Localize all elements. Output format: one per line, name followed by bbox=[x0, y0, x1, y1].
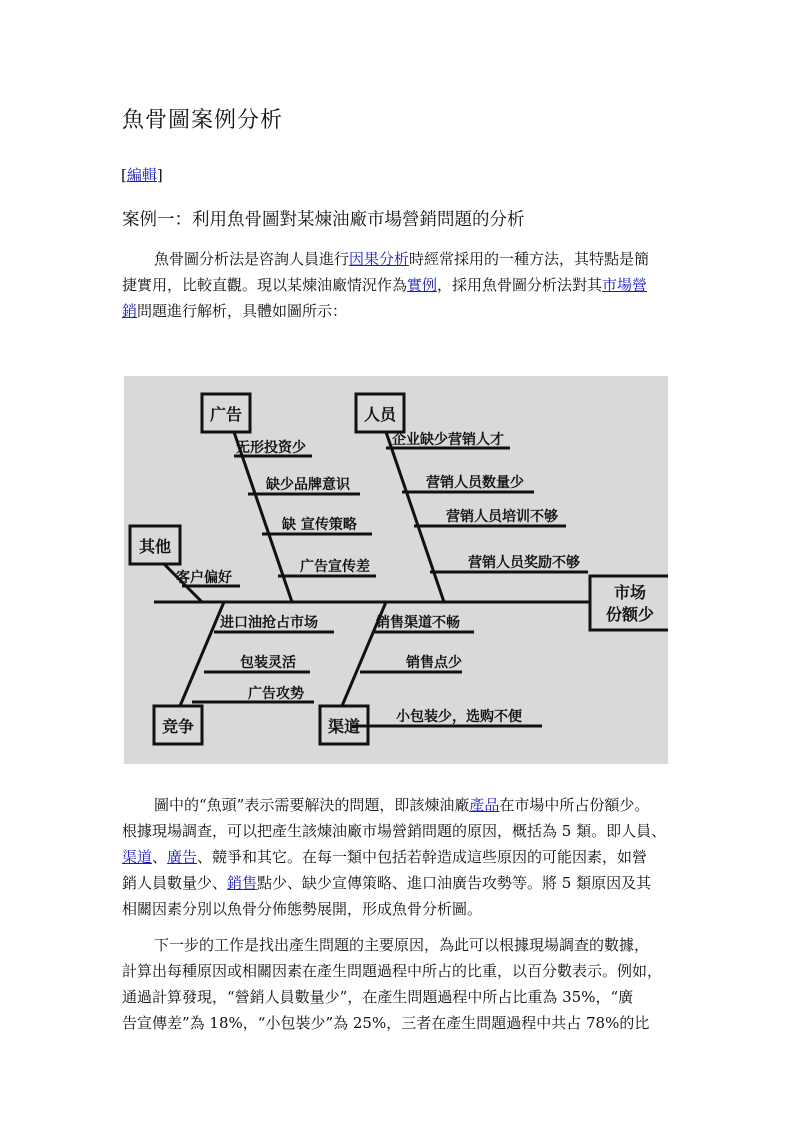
edit-link[interactable]: 編輯 bbox=[126, 166, 157, 184]
fishbone-diagram bbox=[124, 376, 668, 764]
cause-text: 广告宣传差 bbox=[300, 559, 370, 575]
intro-text: ，採用魚骨圖分析法對其 bbox=[437, 276, 603, 294]
intro-text: 時經常採用的一種方法，其特點是簡 bbox=[409, 250, 650, 268]
intro-text: 捷實用，比較直觀。現以某煉油廠情況作為 bbox=[122, 276, 408, 294]
para3-line-2: 計算出每種原因或相關因素在產生問題過程中所占的比重，以百分數表示。例如， bbox=[122, 962, 663, 980]
bracket-open: [ bbox=[121, 166, 127, 184]
cause-text: 客户偏好 bbox=[176, 570, 232, 586]
bracket-close: ] bbox=[156, 166, 163, 184]
para2-line-4 bbox=[122, 870, 682, 896]
link-advertising[interactable]: 廣告 bbox=[167, 848, 198, 866]
para2-text: 、 bbox=[152, 848, 168, 866]
para2-line-1 bbox=[122, 792, 682, 818]
cause-text: 进口油抢占市场 bbox=[220, 615, 318, 631]
cause-text: 无形投资少 bbox=[236, 440, 306, 456]
intro-paragraph bbox=[122, 246, 682, 324]
para2-text: 銷人員數量少、 bbox=[122, 874, 228, 892]
intro-text: 問題進行解析，具體如圖所示： bbox=[137, 302, 348, 320]
intro-line-2 bbox=[122, 272, 682, 298]
head-text-1: 市场 bbox=[613, 583, 647, 602]
link-cause-analysis[interactable]: 因果分析 bbox=[349, 250, 410, 268]
para2-text: 、競爭和其它。在每一類中包括若幹造成這些原因的可能因素，如營 bbox=[197, 848, 648, 866]
cause-text: 包装灵活 bbox=[240, 655, 296, 671]
link-marketing-cont[interactable]: 銷 bbox=[122, 302, 138, 320]
edit-link-container bbox=[121, 164, 163, 185]
para2-text: 點少、缺少宣傳策略、進口油廣告攻勢等。將 5 類原因及其 bbox=[257, 874, 652, 892]
cause-text: 缺 宣传策略 bbox=[282, 517, 357, 533]
para2-line-3 bbox=[122, 844, 682, 870]
cause-text: 营销人员奖励不够 bbox=[468, 555, 580, 571]
cause-text: 缺少品牌意识 bbox=[266, 477, 350, 493]
para2-text: 在市場中所占份額少。 bbox=[499, 796, 650, 814]
cause-text: 销售渠道不畅 bbox=[376, 615, 460, 631]
cause-text: 企业缺少营销人才 bbox=[392, 432, 504, 448]
link-product[interactable]: 產品 bbox=[469, 796, 500, 814]
category-label-people: 人员 bbox=[363, 405, 397, 424]
category-label-ad: 广告 bbox=[209, 405, 243, 424]
cause-text: 营销人员培训不够 bbox=[446, 509, 558, 525]
page-title: 魚骨圖案例分析 bbox=[122, 108, 284, 133]
para3-line-3: 通過計算發現，“營銷人員數量少”，在產生問題過程中所占比重為 35%，“廣 bbox=[122, 988, 634, 1006]
category-label-competition: 竞争 bbox=[161, 717, 195, 736]
para2-line-5: 相關因素分別以魚骨分佈態勢展開，形成魚骨分析圖。 bbox=[122, 900, 483, 918]
category-label-channel: 渠道 bbox=[327, 717, 361, 736]
head-text-2: 份额少 bbox=[605, 605, 655, 624]
cause-text: 营销人员数量少 bbox=[426, 475, 524, 491]
cause-text: 小包装少，选购不便 bbox=[396, 709, 522, 725]
para2-line-2: 根據現場調查，可以把產生該煉油廠市場營銷問題的原因，概括為 5 類。即人員、 bbox=[122, 822, 667, 840]
para3-line-4: 告宣傳差”為 18%，“小包裝少”為 25%，三者在產生問題過程中共占 78%的比 bbox=[122, 1014, 650, 1032]
para2-text: 圖中的“魚頭”表示需要解決的問題，即該煉油廠 bbox=[154, 796, 470, 814]
bone-competition bbox=[180, 602, 224, 706]
link-sales[interactable]: 銷售 bbox=[227, 874, 258, 892]
cause-text: 销售点少 bbox=[406, 655, 462, 671]
link-marketing[interactable]: 市場營 bbox=[602, 276, 648, 294]
bone-people bbox=[386, 432, 444, 602]
next-step-paragraph bbox=[122, 932, 682, 1036]
link-channel[interactable]: 渠道 bbox=[122, 848, 153, 866]
category-label-other: 其他 bbox=[138, 537, 172, 556]
section-title: 案例一：利用魚骨圖對某煉油廠市場營銷問題的分析 bbox=[122, 210, 525, 230]
intro-line-3 bbox=[122, 298, 682, 324]
link-example[interactable]: 實例 bbox=[407, 276, 438, 294]
figure-explanation-paragraph bbox=[122, 792, 682, 922]
cause-text: 广告攻势 bbox=[248, 686, 304, 702]
intro-text: 魚骨圖分析法是咨詢人員進行 bbox=[154, 250, 350, 268]
intro-line-1 bbox=[122, 246, 682, 272]
para3-line-1: 下一步的工作是找出產生問題的主要原因，為此可以根據現場調查的數據， bbox=[154, 936, 650, 954]
fishbone-svg bbox=[124, 376, 668, 764]
